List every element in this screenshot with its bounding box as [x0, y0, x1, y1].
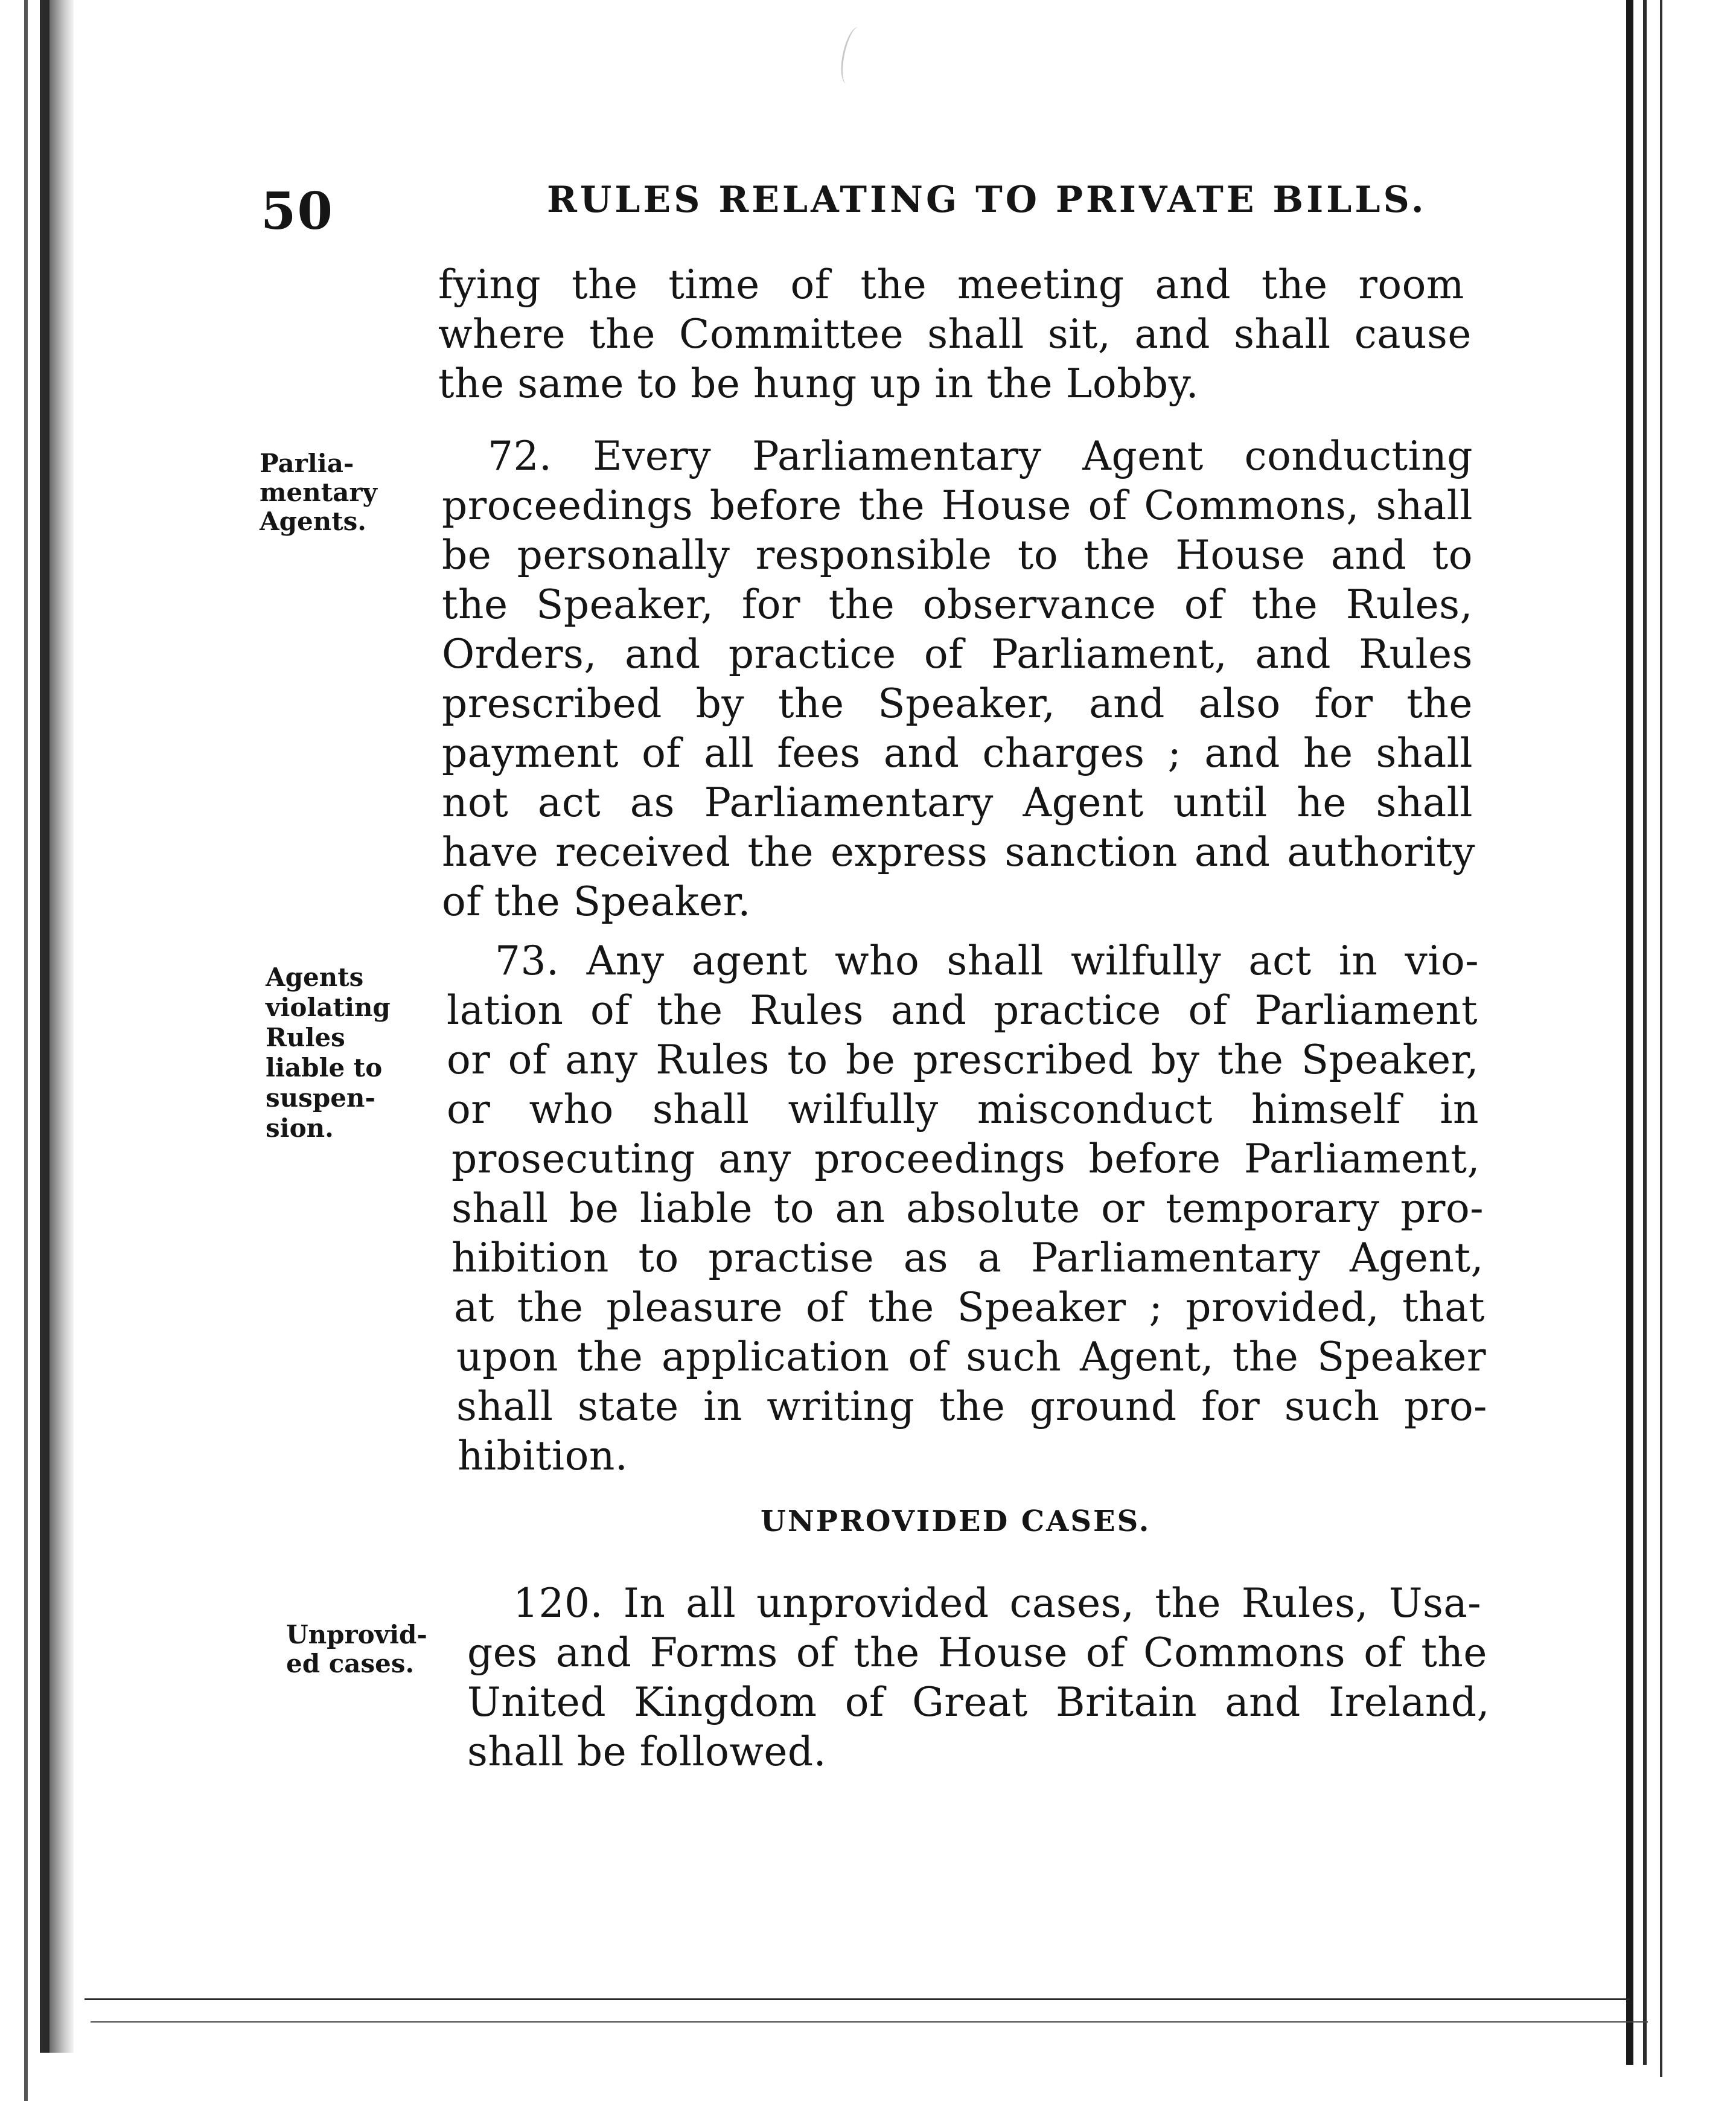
text-line: 72. Every Parliamentary Agent conducting [488, 433, 1473, 479]
text-line: prosecuting any proceedings before Parliament, [452, 1136, 1480, 1182]
gutter-shadow [49, 0, 74, 2053]
text-line: ges and Forms of the House of Commons of the [467, 1629, 1487, 1676]
text-line: prescribed by the Speaker, and also for the [442, 680, 1473, 727]
text-line: 73. Any agent who shall wilfully act in vio- [495, 938, 1479, 984]
pencil-mark [837, 25, 868, 86]
page-margin-right [1672, 0, 1736, 2101]
text-line: proceedings before the House of Commons, shall [442, 482, 1473, 529]
text-line: not act as Parliamentary Agent until he shall [442, 779, 1473, 826]
margin-note-agents-violating-rules: Agents violating Rules liable to suspen- sion. [266, 962, 391, 1143]
margin-note-unprovided-cases: Unprovid- ed cases. [286, 1620, 427, 1678]
text-line: shall be liable to an absolute or temporary pro- [452, 1185, 1484, 1232]
text-line: hibition to practise as a Parliamentary Agent, [452, 1235, 1484, 1281]
text-line: United Kingdom of Great Britain and Ireland, [467, 1679, 1490, 1725]
text-line: of the Speaker. [442, 878, 751, 925]
page-edge-left-thin [24, 0, 28, 2101]
text-line: Orders, and practice of Parliament, and Rules [442, 631, 1473, 677]
page-edge-left [40, 0, 49, 2053]
text-line: shall state in writing the ground for such pro- [456, 1383, 1487, 1430]
text-line: where the Committee shall sit, and shall cause [438, 311, 1472, 357]
section-heading: UNPROVIDED CASES. [761, 1505, 1151, 1538]
text-line: the Speaker, for the observance of the Rules, [442, 581, 1473, 628]
margin-note-parliamentary-agents: Parlia- mentary Agents. [260, 449, 377, 536]
text-line: upon the application of such Agent, the Speaker [456, 1334, 1486, 1380]
text-line: lation of the Rules and practice of Parliament [447, 987, 1478, 1034]
text-line: the same to be hung up in the Lobby. [438, 360, 1199, 407]
text-line: or who shall wilfully misconduct himself in [447, 1086, 1479, 1133]
running-head: RULES RELATING TO PRIVATE BILLS. [547, 179, 1427, 221]
page-edge-right [1626, 0, 1633, 2065]
text-line: hibition. [458, 1433, 628, 1479]
text-line: be personally responsible to the House and to [442, 532, 1473, 578]
page-edge-right-2 [1643, 0, 1647, 2065]
text-line: at the pleasure of the Speaker ; provided, that [454, 1284, 1485, 1331]
text-line: shall be followed. [467, 1728, 827, 1775]
page-edge-bottom [85, 1998, 1630, 2000]
text-line: have received the express sanction and authority [442, 829, 1475, 875]
text-line: 120. In all unprovided cases, the Rules, Usa- [513, 1580, 1481, 1626]
text-line: or of any Rules to be prescribed by the Speaker, [447, 1037, 1479, 1083]
text-line: fying the time of the meeting and the room [438, 261, 1464, 308]
page-edge-right-3 [1660, 0, 1662, 2077]
page-number: 50 [261, 181, 334, 241]
text-line: payment of all fees and charges ; and he shall [442, 730, 1473, 776]
page-edge-bottom-2 [91, 2021, 1648, 2023]
